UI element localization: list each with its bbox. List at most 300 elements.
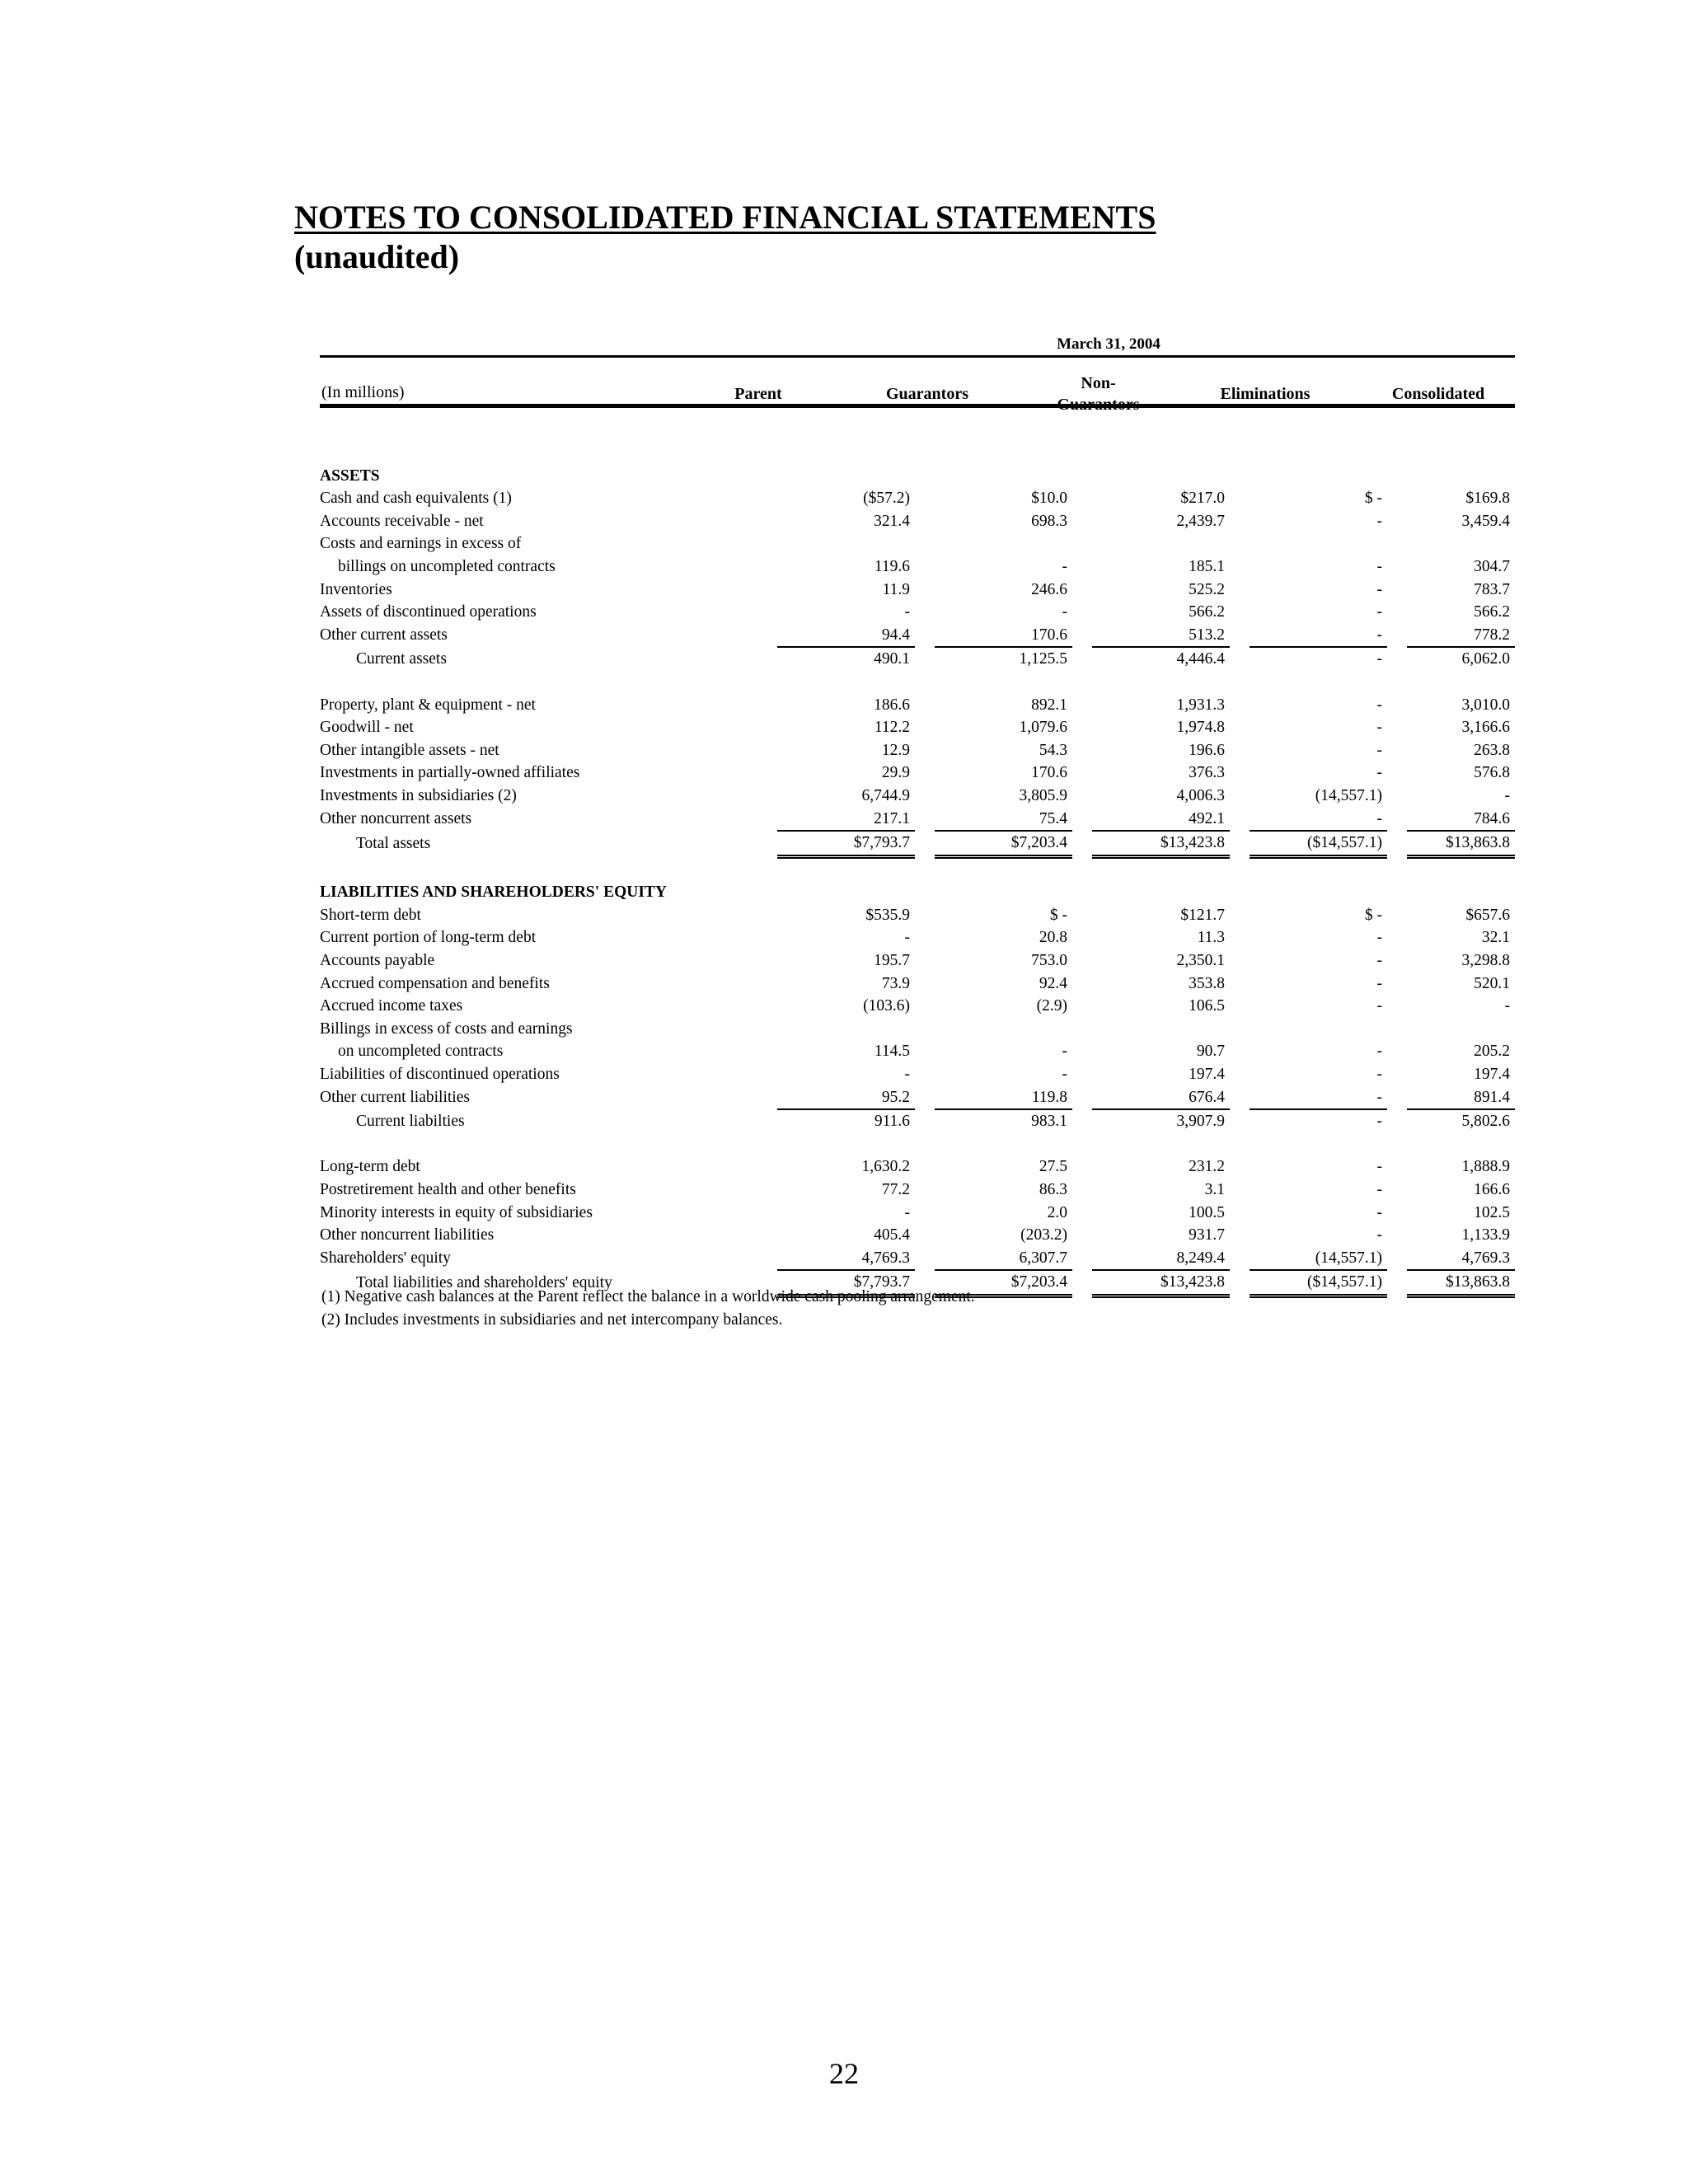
cell-value: 376.3 (1189, 764, 1225, 782)
column-gap (915, 532, 935, 555)
cell-value: 931.7 (1189, 1226, 1225, 1244)
column-gap (1387, 1063, 1407, 1086)
table-row (320, 1086, 1515, 1110)
column-gap (1387, 808, 1407, 832)
table-row (320, 831, 1515, 856)
cell-value: 170.6 (1031, 764, 1067, 782)
cell-value (777, 671, 915, 694)
column-gap (1387, 739, 1407, 762)
cell-value: 3,805.9 (1019, 786, 1067, 804)
cell-value: - (1376, 696, 1382, 714)
column-gap (1387, 1202, 1407, 1225)
column-gap (1387, 995, 1407, 1018)
cell-value: (2.9) (1036, 997, 1067, 1015)
cell-value (935, 881, 1072, 904)
column-gap (1072, 972, 1092, 996)
table-row (320, 1109, 1515, 1133)
column-gap (915, 1040, 935, 1063)
financial-table (320, 442, 1515, 1298)
cell-value: - (1062, 557, 1067, 575)
column-gap (1072, 442, 1092, 465)
table-row (320, 487, 1515, 510)
cell-value: 90.7 (1196, 1043, 1225, 1061)
cell-value (1407, 532, 1515, 555)
cell-value (935, 442, 1072, 465)
cell-value: 566.2 (1474, 603, 1510, 621)
column-gap (1072, 647, 1092, 671)
column-gap (1387, 762, 1407, 785)
column-gap (1230, 881, 1250, 904)
column-gap (915, 995, 935, 1018)
column-gap (1387, 1133, 1407, 1156)
column-gap (1230, 904, 1250, 927)
spacer-row (320, 856, 1515, 881)
cell-value (1407, 465, 1515, 488)
column-gap (1072, 881, 1092, 904)
cell-value (935, 671, 1072, 694)
column-gap (1230, 1179, 1250, 1202)
cell-value: - (1376, 1158, 1382, 1176)
column-gap (1230, 785, 1250, 808)
cell-value: 100.5 (1189, 1203, 1225, 1221)
column-gap (915, 949, 935, 972)
row-label: Billings in excess of costs and earnings (320, 1019, 573, 1038)
cell-value: 6,744.9 (861, 786, 910, 804)
cell-value: 353.8 (1189, 974, 1225, 992)
cell-value (1250, 671, 1387, 694)
column-gap (915, 1247, 935, 1271)
column-gap (1072, 532, 1092, 555)
table-row (320, 904, 1515, 927)
cell-value: 205.2 (1474, 1043, 1510, 1061)
cell-value: 891.4 (1407, 1086, 1515, 1110)
cell-value (777, 1018, 915, 1041)
column-gap (1387, 647, 1407, 671)
cell-value (777, 1133, 915, 1156)
cell-value: 698.3 (1031, 512, 1067, 530)
column-gap (1072, 694, 1092, 717)
column-gap (1387, 831, 1407, 856)
column-gap (1230, 1247, 1250, 1271)
cell-value: 94.4 (777, 624, 915, 648)
cell-value: 263.8 (1474, 741, 1510, 759)
column-gap (915, 647, 935, 671)
table-row (320, 1155, 1515, 1179)
cell-value: 2,350.1 (1176, 952, 1225, 970)
row-label (320, 671, 777, 694)
column-gap (1072, 671, 1092, 694)
column-gap (1072, 555, 1092, 579)
row-label: Current portion of long-term debt (320, 929, 537, 947)
column-gap (1230, 762, 1250, 785)
cell-value: - (904, 1203, 910, 1221)
cell-value: 405.4 (874, 1226, 910, 1244)
cell-value (1407, 881, 1515, 904)
column-gap (915, 1155, 935, 1179)
column-gap (1072, 904, 1092, 927)
cell-value: 119.8 (935, 1086, 1072, 1110)
column-gap (915, 926, 935, 949)
cell-value: $ - (1049, 906, 1067, 924)
row-label: Investments in subsidiaries (2) (320, 786, 517, 804)
cell-value: (203.2) (1020, 1226, 1067, 1244)
column-gap (1230, 555, 1250, 579)
header-rule (320, 404, 1515, 408)
column-gap (915, 808, 935, 832)
cell-value (777, 442, 915, 465)
col-header-non-guarantors: Non- (1081, 374, 1116, 392)
column-gap (1230, 995, 1250, 1018)
column-gap (915, 1224, 935, 1247)
cell-value: 170.6 (935, 624, 1072, 648)
cell-value: 8,249.4 (1092, 1247, 1230, 1271)
table-row (320, 949, 1515, 972)
cell-value: 186.6 (874, 696, 910, 714)
column-gap (1072, 1133, 1092, 1156)
column-gap (1387, 716, 1407, 739)
cell-value: 27.5 (1039, 1158, 1067, 1176)
cell-value: 492.1 (1092, 808, 1230, 832)
cell-value: - (1376, 929, 1382, 947)
section-header-row (320, 881, 1515, 904)
cell-value: - (1376, 580, 1382, 598)
cell-value: 783.7 (1474, 580, 1510, 598)
cell-value (1407, 671, 1515, 694)
row-label: on uncompleted contracts (338, 1043, 504, 1061)
cell-value (1250, 465, 1387, 488)
column-gap (1387, 1179, 1407, 1202)
cell-value: 3,459.4 (1461, 512, 1510, 530)
column-gap (1387, 555, 1407, 579)
col-header-guarantors: Guarantors (886, 385, 968, 403)
cell-value: - (1504, 786, 1510, 804)
row-label: Costs and earnings in excess of (320, 535, 522, 553)
column-gap (915, 785, 935, 808)
table-row (320, 647, 1515, 671)
column-gap (1387, 1109, 1407, 1133)
column-gap (1072, 1086, 1092, 1110)
table-row (320, 1179, 1515, 1202)
cell-value (1250, 881, 1387, 904)
cell-value (935, 856, 1072, 881)
cell-value: 304.7 (1474, 557, 1510, 575)
column-gap (915, 881, 935, 904)
column-gap (915, 716, 935, 739)
cell-value: 4,446.4 (1176, 650, 1225, 668)
cell-value: 86.3 (1039, 1181, 1067, 1198)
column-gap (915, 1018, 935, 1041)
cell-value: - (1376, 1226, 1382, 1244)
column-gap (1230, 1040, 1250, 1063)
row-label: billings on uncompleted contracts (338, 557, 556, 575)
column-gap (1230, 671, 1250, 694)
column-gap (1072, 716, 1092, 739)
cell-value: $ - (1364, 906, 1382, 924)
column-gap (1230, 487, 1250, 510)
cell-value (1092, 881, 1230, 904)
cell-value: 4,006.3 (1176, 786, 1225, 804)
table-row (320, 739, 1515, 762)
row-label: Minority interests in equity of subsidiaries (320, 1203, 593, 1221)
cell-value: 4,769.3 (777, 1247, 915, 1271)
cell-value: 20.8 (1039, 929, 1067, 947)
cell-value: 784.6 (1407, 808, 1515, 832)
table-row (320, 1018, 1515, 1041)
cell-value: 112.2 (874, 719, 910, 737)
cell-value: 778.2 (1407, 624, 1515, 648)
cell-value: 2,439.7 (1176, 512, 1225, 530)
column-gap (915, 694, 935, 717)
row-label: LIABILITIES AND SHAREHOLDERS' EQUITY (320, 883, 668, 902)
cell-value: - (1376, 974, 1382, 992)
column-gap (1072, 1224, 1092, 1247)
row-label: Total liabilities and shareholders' equity (356, 1274, 612, 1292)
column-gap (1230, 972, 1250, 996)
row-label: Current liabilties (356, 1112, 465, 1130)
table-row (320, 579, 1515, 602)
cell-value: 490.1 (874, 650, 910, 668)
cell-value: 576.8 (1474, 764, 1510, 782)
row-label: Investments in partially-owned affiliates (320, 764, 580, 782)
cell-value: 73.9 (881, 974, 910, 992)
cell-value: $169.8 (1465, 490, 1510, 508)
cell-value: - (1376, 512, 1382, 530)
top-rule (320, 355, 1515, 358)
cell-value: - (1250, 808, 1387, 832)
column-gap (1072, 1247, 1092, 1271)
column-gap (1072, 1270, 1092, 1296)
cell-value: - (1250, 1086, 1387, 1110)
cell-value: $7,203.4 (935, 831, 1072, 856)
cell-value (1250, 856, 1387, 881)
cell-value: 29.9 (881, 764, 910, 782)
cell-value (935, 1133, 1072, 1156)
cell-value: 246.6 (1031, 580, 1067, 598)
row-label: Cash and cash equivalents (1) (320, 490, 512, 508)
cell-value (777, 465, 915, 488)
cell-value: 217.1 (777, 808, 915, 832)
column-gap (915, 487, 935, 510)
column-gap (915, 972, 935, 996)
column-gap (915, 624, 935, 648)
table-row (320, 808, 1515, 832)
cell-value (1092, 1133, 1230, 1156)
cell-value: 753.0 (1031, 952, 1067, 970)
col-header-parent: Parent (734, 385, 782, 403)
cell-value (777, 881, 915, 904)
column-gap (1387, 671, 1407, 694)
col-header-eliminations: Eliminations (1220, 385, 1311, 403)
section-header-row (320, 465, 1515, 488)
table-row (320, 926, 1515, 949)
column-gap (915, 762, 935, 785)
column-gap (1230, 808, 1250, 832)
table-row (320, 510, 1515, 533)
row-label (320, 856, 777, 881)
row-label: Current assets (356, 649, 447, 668)
table-row (320, 555, 1515, 579)
cell-value: 92.4 (1039, 974, 1067, 992)
table-row (320, 1224, 1515, 1247)
row-label: Shareholders' equity (320, 1249, 451, 1268)
cell-value: 566.2 (1189, 603, 1225, 621)
column-gap (915, 555, 935, 579)
column-gap (1230, 1133, 1250, 1156)
column-gap (1230, 510, 1250, 533)
cell-value: 231.2 (1189, 1158, 1225, 1176)
column-gap (1230, 579, 1250, 602)
cell-value: 185.1 (1189, 557, 1225, 575)
table-row (320, 1040, 1515, 1063)
column-gap (1230, 1155, 1250, 1179)
row-label: Other intangible assets - net (320, 741, 499, 759)
cell-value: - (1376, 952, 1382, 970)
cell-value: - (1376, 764, 1382, 782)
column-gap (1072, 739, 1092, 762)
spacer-row (320, 671, 1515, 694)
column-gap (1230, 949, 1250, 972)
column-gap (1387, 579, 1407, 602)
cell-value: 321.4 (874, 512, 910, 530)
cell-value: 5,802.6 (1461, 1113, 1510, 1131)
column-gap (915, 1202, 935, 1225)
cell-value: 3,166.6 (1461, 719, 1510, 737)
row-label: Inventories (320, 580, 392, 598)
spacer-row (320, 442, 1515, 465)
cell-value (1407, 1133, 1515, 1156)
cell-value (1092, 465, 1230, 488)
cell-value: - (1250, 624, 1387, 648)
cell-value: (14,557.1) (1250, 1247, 1387, 1271)
column-gap (1230, 1109, 1250, 1133)
column-gap (1072, 487, 1092, 510)
column-gap (1230, 647, 1250, 671)
cell-value: $13,863.8 (1407, 831, 1515, 856)
cell-value: 2.0 (1047, 1203, 1067, 1221)
cell-value (935, 1018, 1072, 1041)
column-gap (1387, 1155, 1407, 1179)
cell-value: - (904, 929, 910, 947)
cell-value: - (1376, 997, 1382, 1015)
column-gap (1230, 739, 1250, 762)
column-gap (1072, 1179, 1092, 1202)
column-gap (1072, 465, 1092, 488)
cell-value: 1,888.9 (1461, 1158, 1510, 1176)
column-gap (915, 831, 935, 856)
cell-value: 32.1 (1481, 929, 1510, 947)
footnote-1: (1) Negative cash balances at the Parent reflect the balance in a worldwide cash pooling arrangement. (321, 1288, 975, 1305)
cell-value: ($57.2) (863, 490, 910, 508)
row-label: Assets of discontinued operations (320, 603, 537, 621)
cell-value (1250, 532, 1387, 555)
cell-value: - (1062, 603, 1067, 621)
column-gap (1387, 1247, 1407, 1271)
cell-value: 54.3 (1039, 741, 1067, 759)
column-gap (1387, 785, 1407, 808)
cell-value: $13,423.8 (1092, 831, 1230, 856)
cell-value: 195.7 (874, 952, 910, 970)
column-gap (1072, 926, 1092, 949)
cell-value: 911.6 (874, 1113, 910, 1131)
cell-value: 6,062.0 (1461, 650, 1510, 668)
column-gap (1230, 1202, 1250, 1225)
table-row (320, 694, 1515, 717)
cell-value (935, 465, 1072, 488)
row-label: Short-term debt (320, 906, 421, 924)
cell-value: $7,793.7 (777, 831, 915, 856)
footnote-2: (2) Includes investments in subsidiaries and net intercompany balances. (321, 1311, 783, 1329)
cell-value: 4,769.3 (1407, 1247, 1515, 1271)
page-number: 22 (829, 2057, 859, 2090)
cell-value: 3,298.8 (1461, 952, 1510, 970)
cell-value: 1,931.3 (1176, 696, 1225, 714)
column-gap (915, 1179, 935, 1202)
cell-value (1092, 671, 1230, 694)
cell-value: 1,974.8 (1176, 719, 1225, 737)
cell-value: 166.6 (1474, 1181, 1510, 1198)
cell-value (777, 532, 915, 555)
row-label: Goodwill - net (320, 719, 414, 737)
column-gap (1072, 1018, 1092, 1041)
cell-value: $10.0 (1031, 490, 1067, 508)
cell-value: 12.9 (881, 741, 910, 759)
column-gap (1072, 785, 1092, 808)
column-gap (1387, 856, 1407, 881)
row-label (320, 442, 777, 465)
column-gap (915, 1086, 935, 1110)
column-gap (1072, 1202, 1092, 1225)
row-label: Postretirement health and other benefits (320, 1181, 576, 1198)
cell-value (1092, 1018, 1230, 1041)
cell-value: - (1504, 997, 1510, 1015)
column-gap (915, 1109, 935, 1133)
column-gap (1230, 1063, 1250, 1086)
cell-value: 1,133.9 (1461, 1226, 1510, 1244)
column-gap (1387, 972, 1407, 996)
spacer-row (320, 1133, 1515, 1156)
cell-value: 11.9 (882, 580, 910, 598)
col-header-consolidated: Consolidated (1391, 385, 1485, 403)
column-gap (1230, 601, 1250, 624)
column-gap (1387, 694, 1407, 717)
column-gap (1387, 624, 1407, 648)
column-gap (1072, 624, 1092, 648)
column-gap (1387, 949, 1407, 972)
cell-value (1407, 856, 1515, 881)
column-gap (1387, 904, 1407, 927)
title-main: NOTES TO CONSOLIDATED FINANCIAL STATEMENTS (294, 199, 1156, 236)
cell-value: 1,630.2 (861, 1158, 910, 1176)
column-gap (1387, 1040, 1407, 1063)
cell-value: 95.2 (777, 1086, 915, 1110)
row-label: Other noncurrent assets (320, 810, 472, 827)
column-gap (1387, 1086, 1407, 1110)
column-gap (915, 1063, 935, 1086)
cell-value (1092, 532, 1230, 555)
cell-value: - (1376, 603, 1382, 621)
cell-value: - (1376, 557, 1382, 575)
cell-value: 1,125.5 (1019, 650, 1067, 668)
column-gap (915, 442, 935, 465)
column-gap (1072, 1063, 1092, 1086)
table-row (320, 972, 1515, 996)
column-gap (1230, 624, 1250, 648)
row-label: Long-term debt (320, 1158, 420, 1176)
cell-value: 11.3 (1197, 929, 1225, 947)
column-gap (1072, 831, 1092, 856)
row-label: Other current assets (320, 626, 448, 644)
column-gap (1230, 442, 1250, 465)
